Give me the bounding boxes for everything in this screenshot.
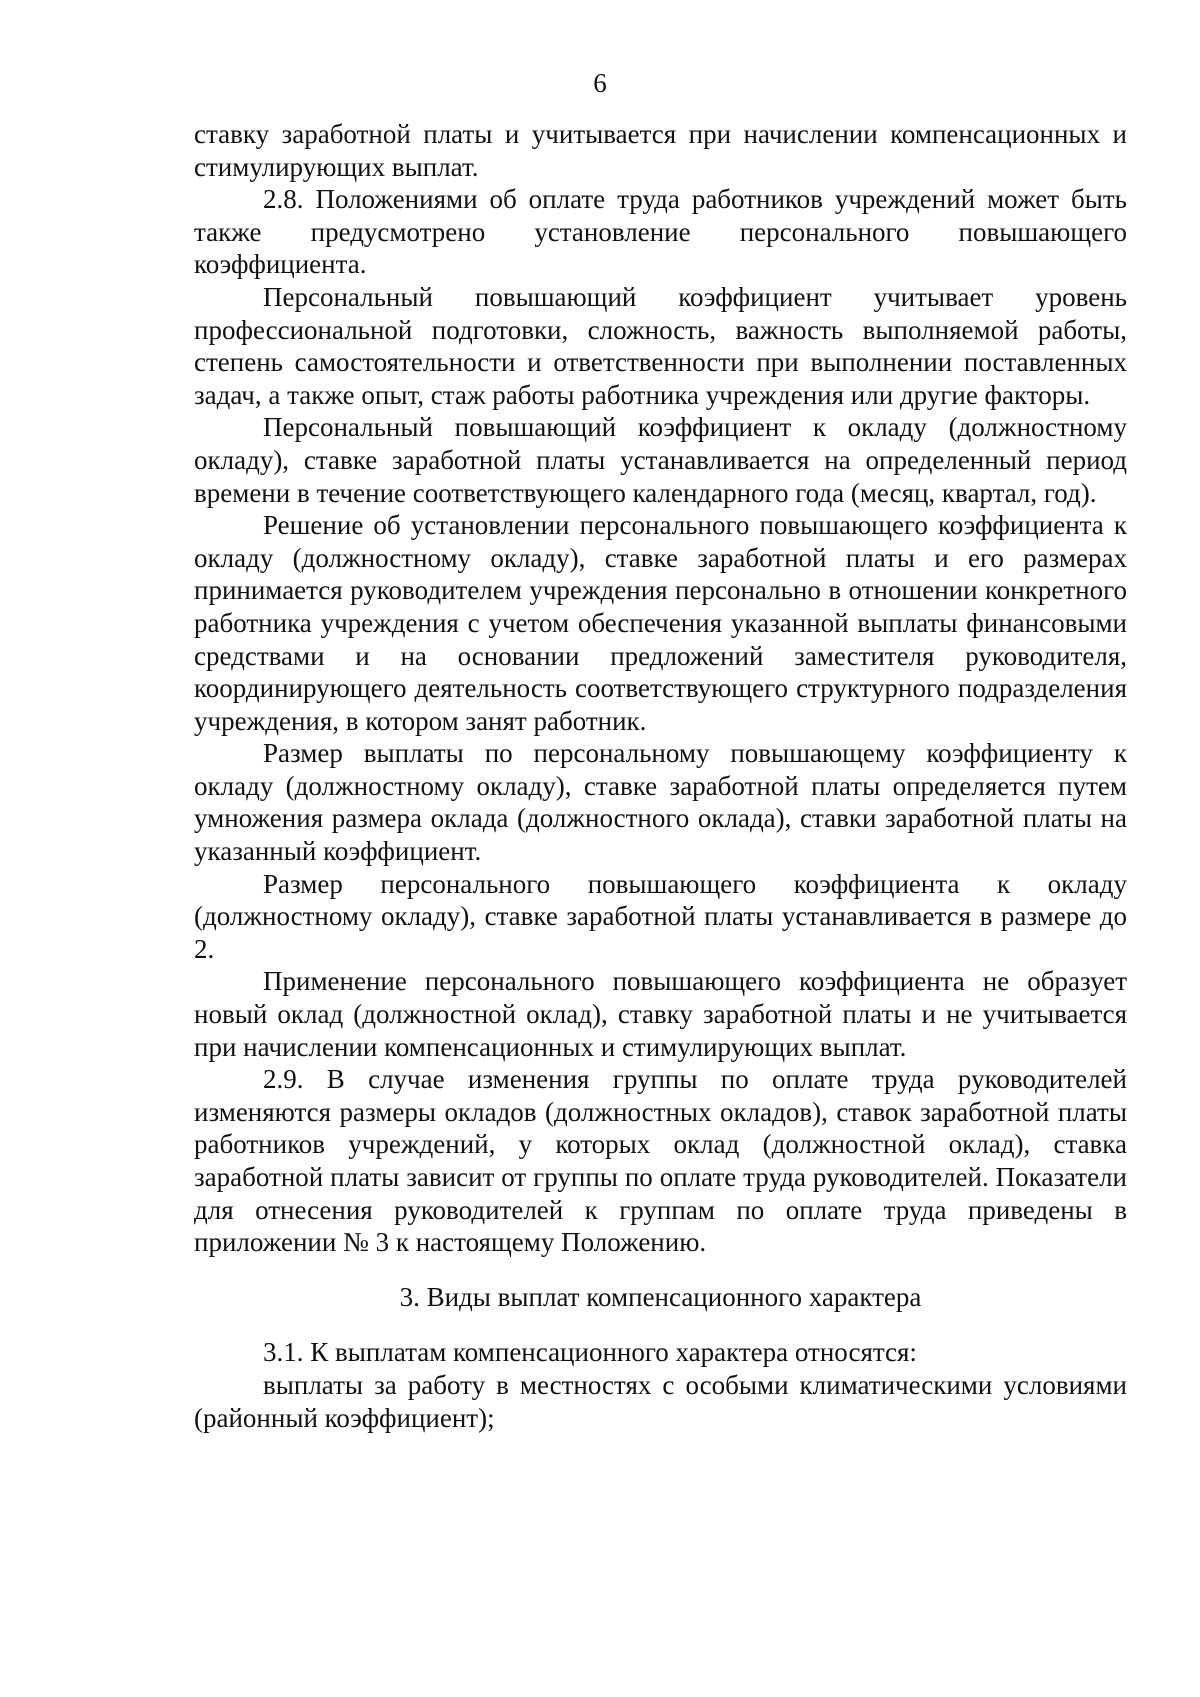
paragraph-2-9: 2.9. В случае изменения группы по оплате труда руководителей изменяются размеры окладов (должностных окладов), ставок заработной платы работников учреждений, у которых оклад (должностной оклад), ставка заработной платы зависит от группы по оплате труда руководителей. Показатели для отнесения руководителей к группам по оплате труда приведены в приложении № 3 к настоящему Положению. <box>194 1064 1127 1258</box>
paragraph-application: Применение персонального повышающего коэффициента не образует новый оклад (должностной оклад), ставку заработной платы и не учитывается при начислении компенсационных и стимулирующих выплат. <box>194 966 1127 1062</box>
paragraph-coefficient-limit: Размер персонального повышающего коэффициента к окладу (должностному окладу), ставке заработной платы устанавливается в размере до 2. <box>194 868 1127 964</box>
page-number: 6 <box>593 68 607 98</box>
paragraph-decision: Решение об установлении персонального повышающего коэффициента к окладу (должностному окладу), ставке заработной платы и его размерах принимается руководителем учреждения персонально в отношении конкретного работника учреждения с учетом обеспечения указанной выплаты финансовыми средствами и на основании предложений заместителя руководителя, координирующего деятельность соответствующего структурного подразделения учреждения, в котором занят работник. <box>194 510 1127 736</box>
paragraph-continuation: ставку заработной платы и учитывается при начислении компенсационных и стимулирующих выплат. <box>194 119 1127 182</box>
paragraph-2-8: 2.8. Положениями об оплате труда работников учреждений может быть также предусмотрено установление персонального повышающего коэффициента. <box>194 184 1127 280</box>
paragraph-coefficient-factors: Персональный повышающий коэффициент учитывает уровень профессиональной подготовки, сложность, важность выполняемой работы, степень самостоятельности и ответственности при выполнении поставленных задач, а также опыт, стаж работы работника учреждения или другие факторы. <box>194 281 1127 410</box>
paragraph-3-1: 3.1. К выплатам компенсационного характера относятся: <box>263 1337 917 1368</box>
paragraph-payment-size: Размер выплаты по персональному повышающему коэффициенту к окладу (должностному окладу), ставке заработной платы определяется путем умножения размера оклада (должностного оклада), ставки заработной платы на указанный коэффициент. <box>194 738 1127 867</box>
paragraph-coefficient-period: Персональный повышающий коэффициент к окладу (должностному окладу), ставке заработной платы устанавливается на определенный период времени в течение соответствующего календарного года (месяц, квартал, год). <box>194 412 1127 508</box>
paragraph-regional-coefficient: выплаты за работу в местностях с особыми климатическими условиями (районный коэффициент); <box>194 1369 1127 1433</box>
document-body <box>194 118 1127 1434</box>
section-heading: 3. Виды выплат компенсационного характера <box>399 1281 922 1312</box>
